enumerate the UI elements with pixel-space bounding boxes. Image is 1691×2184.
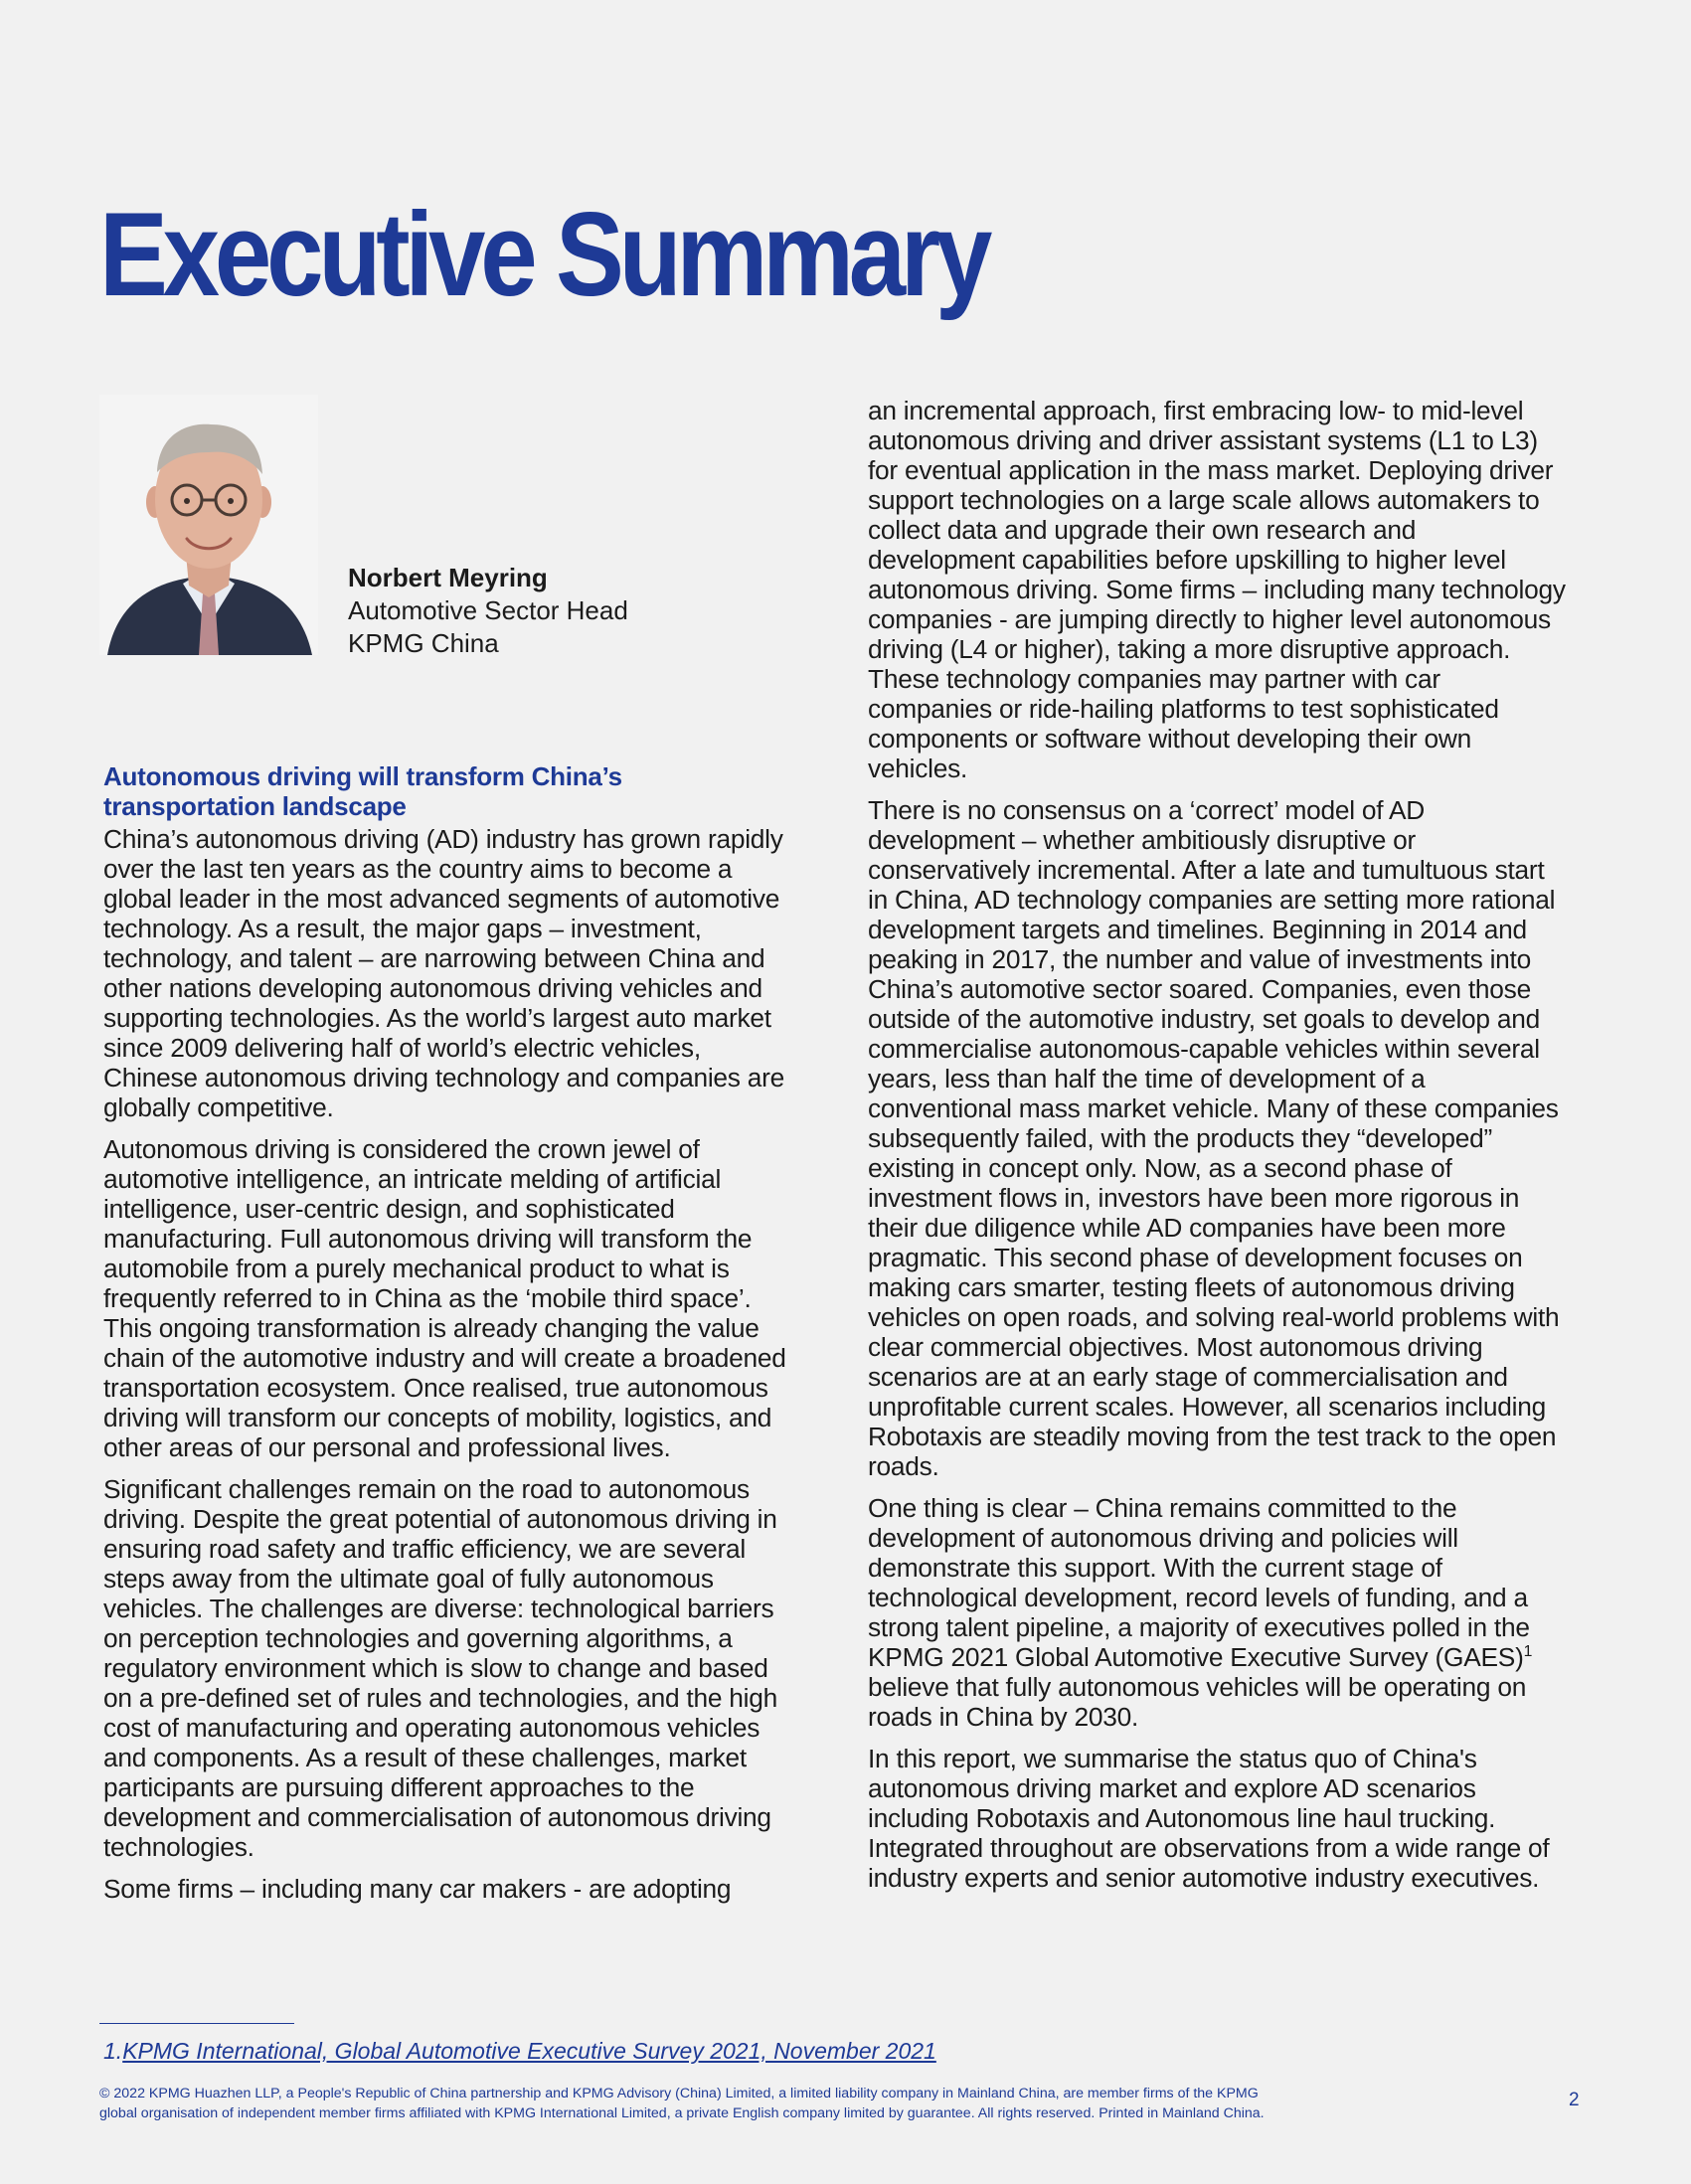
page-title: Executive Summary: [99, 188, 988, 321]
copyright-line: © 2022 KPMG Huazhen LLP, a People's Republic of China partnership and KPMG Advisory (China) Limited, a limited liability company in Mainland China, are member firms of the KPMG: [99, 2086, 1259, 2101]
body-paragraph: Significant challenges remain on the road to autonomous driving. Despite the great potential of autonomous driving in ensuring road safety and traffic efficiency, we are several steps away from the ultimate goal of fully autonomous vehicles. The challenges are diverse: technological barriers on perception technologies and governing algorithms, a regulatory environment which is slow to change and based on a pre-defined set of rules and technologies, and the high cost of manufacturing and operating autonomous vehicles and components. As a result of these challenges, market participants are pursuing different approaches to the development and commercialisation of autonomous driving technologies.: [103, 1474, 777, 1862]
copyright-notice: [99, 2084, 1521, 2123]
footnote-link[interactable]: KPMG International, Global Automotive Executive Survey 2021, November 2021: [122, 2038, 936, 2064]
right-column: [868, 396, 1569, 1905]
body-paragraph: an incremental approach, first embracing low- to mid-level autonomous driving and driver assistant systems (L1 to L3) for eventual application in the mass market. Deploying driver support technologies on a large scale allows automakers to collect data and upgrade their own research and development capabilities before upskilling to higher level autonomous driving. Some firms – including many technology companies - are jumping directly to higher level autonomous driving (L4 or higher), taking a more disruptive approach. These technology companies may partner with car companies or ride-hailing platforms to test sophisticated components or software without developing their own vehicles.: [868, 396, 1566, 783]
body-paragraph: There is no consensus on a ‘correct’ model of AD development – whether ambitiously disruptive or conservatively incremental. After a late and tumultuous start in China, AD technology companies are setting more rational development targets and timelines. Beginning in 2014 and peaking in 2017, the number and value of investments into China’s automotive sector soared. Companies, even those outside of the automotive industry, set goals to develop and commercialise autonomous-capable vehicles within several years, less than half the time of development of a conventional mass market vehicle. Many of these companies subsequently failed, with the products they “developed” existing in concept only. Now, as a second phase of investment flows in, investors have been more rigorous in their due diligence while AD companies have been more pragmatic. This second phase of development focuses on making cars smarter, testing fleets of autonomous driving vehicles on open roads, and solving real-world problems with clear commercial objectives. Most autonomous driving scenarios are at an early stage of commercialisation and unprofitable current scales. However, all scenarios including Robotaxis are steadily moving from the test track to the open roads.: [868, 795, 1560, 1481]
body-paragraph: Autonomous driving is considered the crown jewel of automotive intelligence, an intricate melding of artificial intelligence, user-centric design, and sophisticated manufacturing. Full autonomous driving will transform the automobile from a purely mechanical product to what is frequently referred to in China as the ‘mobile third space’. This ongoing transformation is already changing the value chain of the automotive industry and will create a broadened transportation ecosystem. Once realised, true autonomous driving will transform our concepts of mobility, logistics, and other areas of our personal and professional lives.: [103, 1134, 786, 1462]
page-number: 2: [1569, 2090, 1580, 2110]
body-paragraph: [868, 1493, 1569, 1732]
footnote-number: 1.: [103, 2038, 123, 2064]
body-paragraph: China’s autonomous driving (AD) industry has grown rapidly over the last ten years as the country aims to become a global leader in the most advanced segments of automotive technology. As a result, the major gaps – investment, technology, and talent – are narrowing between China and other nations developing autonomous driving vehicles and supporting technologies. As the world’s largest auto market since 2009 delivering half of world’s electric vehicles, Chinese autonomous driving technology and companies are globally competitive.: [103, 824, 785, 1122]
left-column: [103, 761, 799, 1916]
footnote-divider: [99, 2023, 294, 2024]
author-org: KPMG China: [348, 628, 499, 658]
author-block: [348, 562, 628, 660]
paragraph-text: believe that fully autonomous vehicles will be operating on roads in China by 2030.: [868, 1672, 1527, 1732]
author-role: Automotive Sector Head: [348, 595, 628, 625]
body-paragraph: Some firms – including many car makers - are adopting: [103, 1874, 732, 1904]
author-name: Norbert Meyring: [348, 563, 548, 592]
copyright-line: global organisation of independent member firms affiliated with KPMG International Limited, a private English company limited by guarantee. All rights reserved. Printed in Mainland China.: [99, 2105, 1265, 2121]
author-photo: [99, 395, 318, 655]
footnote: [103, 2036, 936, 2066]
body-paragraph: In this report, we summarise the status quo of China's autonomous driving market and explore AD scenarios including Robotaxis and Autonomous line haul trucking. Integrated throughout are observations from a wide range of industry experts and senior automotive industry executives.: [868, 1744, 1550, 1893]
paragraph-text: One thing is clear – China remains committed to the development of autonomous driving and policies will demonstrate this support. With the current stage of technological development, record levels of funding, and a strong talent pipeline, a majority of executives polled in the KPMG 2021 Global Automotive Executive Survey (GAES): [868, 1493, 1530, 1672]
footnote-reference[interactable]: 1: [1523, 1643, 1533, 1661]
section-heading: Autonomous driving will transform China’s transportation landscape: [103, 761, 622, 821]
